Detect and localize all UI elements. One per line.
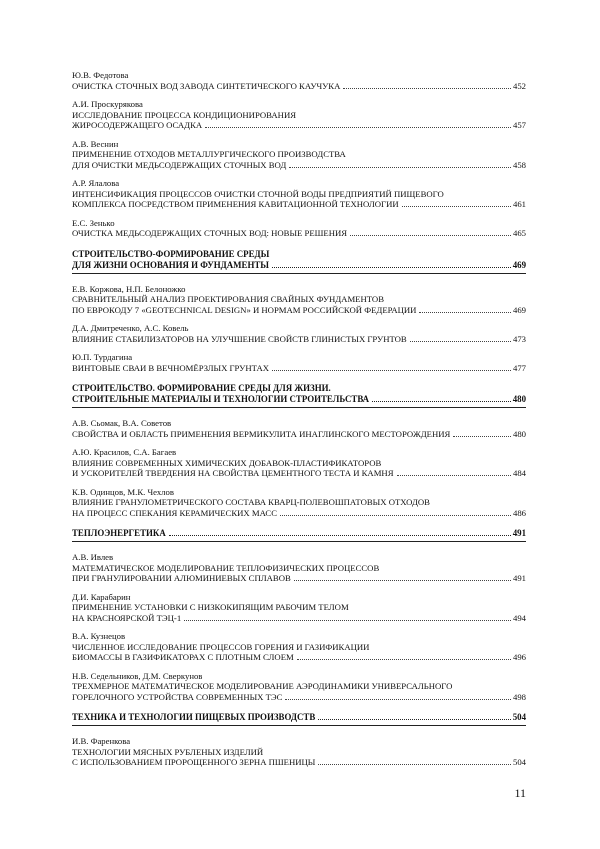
- entry-title-text: ТЕХНОЛОГИИ МЯСНЫХ РУБЛЕНЫХ ИЗДЕЛИЙ: [72, 746, 264, 757]
- entry-page-number: 452: [512, 80, 526, 91]
- entry-title-line: [72, 468, 526, 479]
- entry-title-text: ПО ЕВРОКОДУ 7 «GEOTECHNICAL DESIGN» И НОРМАМ РОССИЙСКОЙ ФЕДЕРАЦИИ: [72, 304, 417, 315]
- leader-dots: [205, 127, 511, 128]
- entry-title-text: ДЛЯ ОЧИСТКИ МЕДЬСОДЕРЖАЩИХ СТОЧНЫХ ВОД: [72, 159, 287, 170]
- toc-entry: [72, 352, 526, 373]
- entry-page-number: 486: [512, 507, 526, 518]
- toc-entry: [72, 99, 526, 131]
- entry-title-line: [72, 602, 526, 613]
- entry-title-text: КОМПЛЕКСА ПОСРЕДСТВОМ ПРИМЕНЕНИЯ КАВИТАЦИОННОЙ ТЕХНОЛОГИИ: [72, 199, 399, 209]
- section-title-line: СТРОИТЕЛЬСТВО-ФОРМИРОВАНИЕ СРЕДЫ: [72, 248, 270, 259]
- toc-section: [72, 249, 526, 274]
- entry-title-line: [72, 692, 526, 703]
- entry-title-line: [72, 189, 526, 200]
- entry-title-text: НА КРАСНОЯРСКОЙ ТЭЦ-1: [72, 612, 182, 623]
- entry-page-number: 504: [512, 757, 526, 767]
- toc-entry: [72, 671, 526, 703]
- entry-title-line: [72, 149, 526, 160]
- section-underline: [72, 541, 526, 542]
- toc-entry: [72, 284, 526, 316]
- section-title-text: ТЕПЛОЭНЕРГЕТИКА: [72, 528, 166, 538]
- entry-page-number: 480: [512, 428, 526, 439]
- entry-title-line: [72, 429, 526, 440]
- section-title-line: СТРОИТЕЛЬСТВО. ФОРМИРОВАНИЕ СРЕДЫ ДЛЯ ЖИЗНИ.: [72, 383, 331, 393]
- entry-title-line: [72, 652, 526, 663]
- entry-title-text: ВЛИЯНИЕ ГРАНУЛОМЕТРИЧЕСКОГО СОСТАВА КВАРЦ-ПОЛЕВОШПАТОВЫХ ОТХОДОВ: [72, 497, 430, 507]
- entry-page-number: 457: [512, 120, 526, 130]
- entry-authors: В.А. Кузнецов: [72, 631, 126, 641]
- entry-authors: Е.В. Коржова, Н.П. Белоножко: [72, 283, 186, 294]
- entry-title-text: СРАВНИТЕЛЬНЫЙ АНАЛИЗ ПРОЕКТИРОВАНИЯ СВАЙНЫХ ФУНДАМЕНТОВ: [72, 294, 385, 304]
- entry-title-text: ОЧИСТКА МЕДЬСОДЕРЖАЩИХ СТОЧНЫХ ВОД: НОВЫЕ РЕШЕНИЯ: [72, 228, 348, 238]
- entry-authors: Ю.П. Турдагина: [72, 352, 133, 362]
- entry-title-text: ПРИ ГРАНУЛИРОВАНИИ АЛЮМИНИЕВЫХ СПЛАВОВ: [72, 573, 291, 583]
- leader-dots: [318, 764, 511, 765]
- section-page-number: 504: [512, 712, 526, 722]
- toc-section: [72, 383, 526, 408]
- section-title-text: ТЕХНИКА И ТЕХНОЛОГИИ ПИЩЕВЫХ ПРОИЗВОДСТВ: [72, 712, 316, 722]
- entry-authors: И.В. Фаренкова: [72, 736, 131, 746]
- entry-title-text: ЧИСЛЕННОЕ ИССЛЕДОВАНИЕ ПРОЦЕССОВ ГОРЕНИЯ И ГАЗИФИКАЦИИ: [72, 641, 370, 652]
- entry-title-text: С ИСПОЛЬЗОВАНИЕМ ПРОРОЩЕННОГО ЗЕРНА ПШЕНИЦЫ: [72, 757, 316, 767]
- toc-entry: [72, 178, 526, 210]
- entry-title-line: [72, 110, 526, 121]
- entry-title-line: [72, 81, 526, 92]
- leader-dots: [169, 535, 511, 536]
- leader-dots: [318, 719, 510, 720]
- entry-title-line: [72, 199, 526, 210]
- entry-page-number: 465: [512, 228, 526, 238]
- section-page-number: 491: [512, 528, 526, 538]
- entry-authors: А.Р. Ялалова: [72, 178, 120, 188]
- entry-page-number: 494: [512, 612, 526, 623]
- section-title-text: СТРОИТЕЛЬНЫЕ МАТЕРИАЛЫ И ТЕХНОЛОГИИ СТРОИТЕЛЬСТВА: [72, 394, 370, 404]
- section-page-number: 469: [512, 259, 526, 270]
- entry-title-text: ТРЕХМЕРНОЕ МАТЕМАТИЧЕСКОЕ МОДЕЛИРОВАНИЕ АЭРОДИНАМИКИ УНИВЕРСАЛЬНОГО: [72, 681, 453, 691]
- entry-title-line: [72, 757, 526, 768]
- entry-page-number: 473: [512, 333, 526, 344]
- entry-title-text: БИОМАССЫ В ГАЗИФИКАТОРАХ С ПЛОТНЫМ СЛОЕМ: [72, 652, 294, 662]
- entry-authors: Д.А. Дмитреченко, А.С. Ковель: [72, 323, 189, 333]
- entry-title-text: ПРИМЕНЕНИЕ ОТХОДОВ МЕТАЛЛУРГИЧЕСКОГО ПРОИЗВОДСТВА: [72, 149, 346, 159]
- entry-title-text: И УСКОРИТЕЛЕЙ ТВЕРДЕНИЯ НА СВОЙСТВА ЦЕМЕНТНОГО ТЕСТА И КАМНЯ: [72, 468, 394, 478]
- section-title-line: [72, 260, 526, 271]
- toc-entry: [72, 592, 526, 624]
- entry-title-text: МАТЕМАТИЧЕСКОЕ МОДЕЛИРОВАНИЕ ТЕПЛОФИЗИЧЕСКИХ ПРОЦЕССОВ: [72, 562, 380, 573]
- toc-section: [72, 712, 526, 726]
- entry-authors: Н.В. Седельников, Д.М. Сверкунов: [72, 670, 203, 681]
- toc-entry: [72, 218, 526, 239]
- section-title-line: [72, 712, 526, 723]
- toc-entry: [72, 552, 526, 584]
- leader-dots: [272, 370, 511, 371]
- leader-dots: [397, 475, 511, 476]
- entry-title-text: ВИНТОВЫЕ СВАИ В ВЕЧНОМЁРЗЛЫХ ГРУНТАХ: [72, 362, 270, 373]
- entry-title-line: [72, 294, 526, 305]
- entry-title-text: ИССЛЕДОВАНИЕ ПРОЦЕССА КОНДИЦИОНИРОВАНИЯ: [72, 109, 297, 120]
- entry-page-number: 491: [512, 573, 526, 583]
- section-underline: [72, 407, 526, 408]
- section-title-line: [72, 394, 526, 405]
- leader-dots: [280, 515, 511, 516]
- entry-authors: Е.С. Зенько: [72, 217, 115, 228]
- leader-dots: [453, 436, 511, 437]
- toc-section: [72, 528, 526, 542]
- entry-title-text: ГОРЕЛОЧНОГО УСТРОЙСТВА СОВРЕМЕННЫХ ТЭС: [72, 691, 283, 702]
- section-page-number: 480: [512, 394, 526, 404]
- entry-title-line: [72, 458, 526, 469]
- entry-title-line: [72, 363, 526, 374]
- entry-title-line: [72, 228, 526, 239]
- leader-dots: [410, 341, 511, 342]
- entry-page-number: 498: [512, 691, 526, 702]
- entry-page-number: 477: [512, 362, 526, 373]
- entry-title-line: [72, 305, 526, 316]
- leader-dots: [272, 267, 511, 268]
- entry-authors: А.В. Веснин: [72, 138, 119, 149]
- entry-title-text: ПРИМЕНЕНИЕ УСТАНОВКИ С НИЗКОКИПЯЩИМ РАБОЧИМ ТЕЛОМ: [72, 602, 349, 612]
- toc-entry: [72, 487, 526, 519]
- leader-dots: [294, 580, 511, 581]
- entry-title-line: [72, 508, 526, 519]
- leader-dots: [289, 167, 511, 168]
- entry-authors: А.Ю. Красилов, С.А. Багаев: [72, 447, 177, 457]
- entry-title-text: СВОЙСТВА И ОБЛАСТЬ ПРИМЕНЕНИЯ ВЕРМИКУЛИТА ИНАГЛИНСКОГО МЕСТОРОЖДЕНИЯ: [72, 428, 451, 439]
- entry-authors: А.В. Ивлев: [72, 552, 114, 562]
- table-of-contents: [72, 70, 526, 776]
- leader-dots: [372, 401, 511, 402]
- leader-dots: [285, 699, 511, 700]
- entry-title-line: [72, 642, 526, 653]
- entry-authors: Ю.В. Федотова: [72, 70, 129, 80]
- entry-title-line: [72, 613, 526, 624]
- entry-title-text: ВЛИЯНИЕ СТАБИЛИЗАТОРОВ НА УЛУЧШЕНИЕ СВОЙСТВ ГЛИНИСТЫХ ГРУНТОВ: [72, 333, 407, 344]
- toc-entry: [72, 418, 526, 439]
- leader-dots: [419, 312, 511, 313]
- toc-entry: [72, 323, 526, 344]
- entry-title-line: [72, 563, 526, 574]
- entry-authors: К.В. Одинцов, М.К. Чехлов: [72, 486, 174, 497]
- toc-entry: [72, 70, 526, 91]
- leader-dots: [350, 235, 511, 236]
- leader-dots: [402, 206, 511, 207]
- entry-title-line: [72, 120, 526, 131]
- entry-title-text: НА ПРОЦЕСС СПЕКАНИЯ КЕРАМИЧЕСКИХ МАСС: [72, 507, 278, 518]
- entry-title-text: ЖИРОСОДЕРЖАЩЕГО ОСАДКА: [72, 120, 203, 130]
- leader-dots: [184, 620, 511, 621]
- toc-entry: [72, 447, 526, 479]
- entry-title-line: [72, 160, 526, 171]
- section-underline: [72, 725, 526, 726]
- entry-title-line: [72, 747, 526, 758]
- entry-authors: А.В. Сьомак, В.А. Советов: [72, 418, 172, 428]
- entry-title-text: ИНТЕНСИФИКАЦИЯ ПРОЦЕССОВ ОЧИСТКИ СТОЧНОЙ ВОДЫ ПРЕДПРИЯТИЙ ПИЩЕВОГО: [72, 188, 444, 199]
- entry-page-number: 458: [512, 159, 526, 170]
- toc-entry: [72, 139, 526, 171]
- toc-entry: [72, 631, 526, 663]
- entry-page-number: 469: [512, 304, 526, 315]
- entry-page-number: 461: [512, 199, 526, 209]
- leader-dots: [343, 88, 511, 89]
- entry-title-line: [72, 497, 526, 508]
- entry-page-number: 484: [512, 468, 526, 478]
- section-title-line: [72, 528, 526, 539]
- entry-title-text: ВЛИЯНИЕ СОВРЕМЕННЫХ ХИМИЧЕСКИХ ДОБАВОК-ПЛАСТИФИКАТОРОВ: [72, 457, 382, 468]
- section-title-text: ДЛЯ ЖИЗНИ ОСНОВАНИЯ И ФУНДАМЕНТЫ: [72, 259, 269, 270]
- entry-title-text: ОЧИСТКА СТОЧНЫХ ВОД ЗАВОДА СИНТЕТИЧЕСКОГО КАУЧУКА: [72, 80, 341, 91]
- entry-title-line: [72, 573, 526, 584]
- leader-dots: [297, 659, 511, 660]
- entry-page-number: 496: [512, 652, 526, 662]
- toc-entry: [72, 736, 526, 768]
- entry-title-line: [72, 334, 526, 345]
- section-underline: [72, 273, 526, 274]
- page-number: 11: [514, 786, 526, 800]
- entry-authors: Д.И. Карабарин: [72, 591, 131, 602]
- entry-authors: А.И. Проскурякова: [72, 99, 143, 109]
- entry-title-line: [72, 681, 526, 692]
